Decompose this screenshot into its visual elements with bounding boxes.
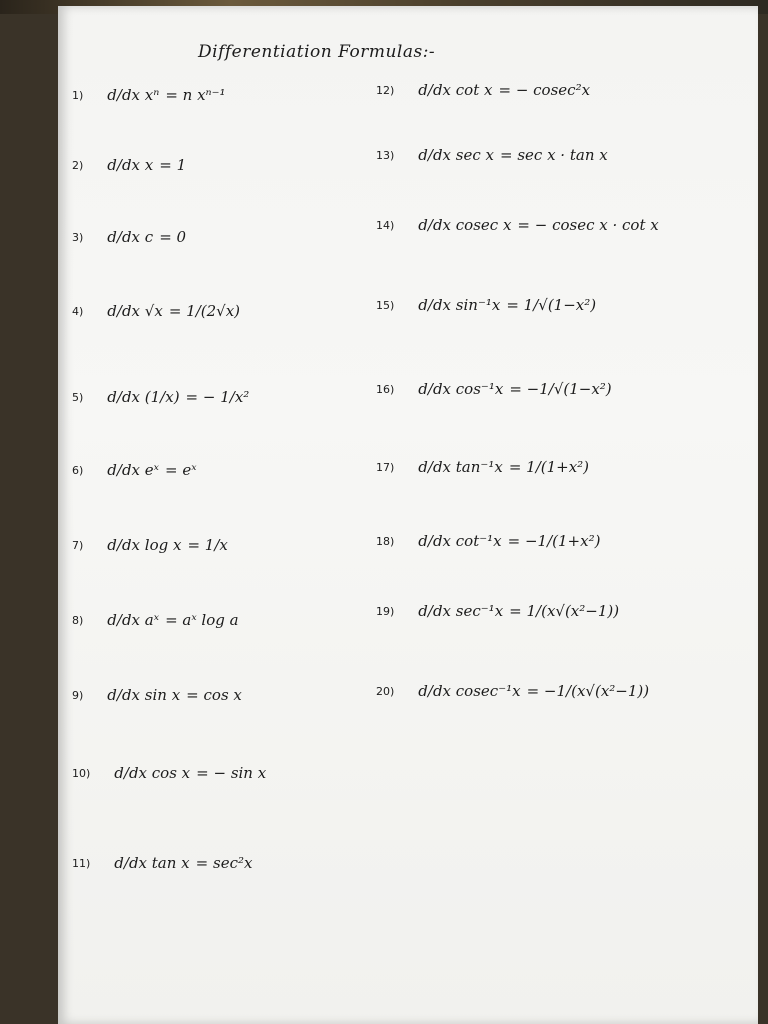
formula-lhs: d/dx xⁿ bbox=[107, 86, 160, 104]
formula-number: 10) bbox=[72, 766, 91, 780]
formula-left-8 bbox=[72, 611, 239, 629]
formula-number: 14) bbox=[376, 218, 395, 232]
formula-rhs: = − cosec x · cot x bbox=[517, 216, 659, 234]
formula-lhs: d/dx x bbox=[107, 156, 154, 174]
formula-rhs: = − cosec²x bbox=[498, 81, 591, 99]
formula-left-4 bbox=[72, 302, 240, 320]
formula-rhs: = − sin x bbox=[196, 764, 267, 782]
formula-lhs: d/dx cos x bbox=[114, 764, 191, 782]
formula-rhs: = 1/√(1−x²) bbox=[506, 296, 597, 314]
formula-rhs: = n xⁿ⁻¹ bbox=[165, 86, 226, 104]
formula-number: 20) bbox=[376, 684, 395, 698]
formula-left-11 bbox=[72, 854, 252, 872]
formula-rhs: = sec²x bbox=[195, 854, 253, 872]
formula-lhs: d/dx cot⁻¹x bbox=[418, 532, 502, 550]
formula-rhs: = 1/(1+x²) bbox=[508, 458, 590, 476]
formula-right-5 bbox=[376, 380, 612, 398]
formula-rhs: = aˣ log a bbox=[165, 611, 239, 629]
formula-right-2 bbox=[376, 146, 608, 164]
formula-lhs: d/dx cosec⁻¹x bbox=[418, 682, 521, 700]
formula-number: 2) bbox=[72, 158, 84, 172]
formula-number: 18) bbox=[376, 534, 395, 548]
formula-rhs: = − 1/x² bbox=[185, 388, 250, 406]
formula-lhs: d/dx cot x bbox=[418, 81, 493, 99]
formula-lhs: d/dx sec x bbox=[418, 146, 494, 164]
formula-left-3 bbox=[72, 228, 186, 246]
formula-number: 12) bbox=[376, 83, 395, 97]
formula-rhs: = sec x · tan x bbox=[500, 146, 608, 164]
formula-lhs: d/dx sin x bbox=[107, 686, 181, 704]
formula-number: 17) bbox=[376, 460, 395, 474]
formula-right-7 bbox=[376, 532, 600, 550]
formula-lhs: d/dx cos⁻¹x bbox=[418, 380, 504, 398]
formula-left-1 bbox=[72, 86, 226, 104]
formula-number: 8) bbox=[72, 613, 84, 627]
formula-rhs: = −1/(1+x²) bbox=[507, 532, 601, 550]
formula-right-4 bbox=[376, 296, 596, 314]
formula-rhs: = 1 bbox=[159, 156, 187, 174]
formula-left-2 bbox=[72, 156, 186, 174]
formula-lhs: d/dx sin⁻¹x bbox=[418, 296, 501, 314]
formula-number: 16) bbox=[376, 382, 395, 396]
formula-rhs: = −1/√(1−x²) bbox=[509, 380, 612, 398]
formula-number: 15) bbox=[376, 298, 395, 312]
formula-right-3 bbox=[376, 216, 659, 234]
formula-rhs: = cos x bbox=[186, 686, 242, 704]
formula-left-9 bbox=[72, 686, 242, 704]
formula-lhs: d/dx √x bbox=[107, 302, 163, 320]
formula-left-5 bbox=[72, 388, 249, 406]
formula-rhs: = eˣ bbox=[164, 461, 197, 479]
formula-rhs: = 0 bbox=[159, 228, 187, 246]
formula-rhs: = 1/(2√x) bbox=[168, 302, 241, 320]
formula-number: 9) bbox=[72, 688, 84, 702]
formula-rhs: = 1/x bbox=[187, 536, 228, 554]
formula-lhs: d/dx eˣ bbox=[107, 461, 159, 479]
formula-lhs: d/dx tan⁻¹x bbox=[418, 458, 503, 476]
formula-left-7 bbox=[72, 536, 228, 554]
formula-right-1 bbox=[376, 81, 590, 99]
formula-number: 11) bbox=[72, 856, 91, 870]
formula-rhs: = 1/(x√(x²−1)) bbox=[509, 602, 620, 620]
formula-number: 19) bbox=[376, 604, 395, 618]
formula-number: 1) bbox=[72, 88, 84, 102]
formula-number: 3) bbox=[72, 230, 84, 244]
formula-right-6 bbox=[376, 458, 589, 476]
formula-lhs: d/dx tan x bbox=[114, 854, 190, 872]
formula-number: 7) bbox=[72, 538, 84, 552]
formula-lhs: d/dx c bbox=[107, 228, 154, 246]
formula-rhs: = −1/(x√(x²−1)) bbox=[526, 682, 650, 700]
formula-lhs: d/dx log x bbox=[107, 536, 182, 554]
notebook-page bbox=[58, 6, 758, 1024]
formula-left-10 bbox=[72, 764, 266, 782]
formula-left-6 bbox=[72, 461, 197, 479]
formula-lhs: d/dx aˣ bbox=[107, 611, 160, 629]
formula-number: 6) bbox=[72, 463, 84, 477]
formula-lhs: d/dx cosec x bbox=[418, 216, 512, 234]
formula-lhs: d/dx sec⁻¹x bbox=[418, 602, 504, 620]
formula-lhs: d/dx (1/x) bbox=[107, 388, 180, 406]
formula-number: 4) bbox=[72, 304, 84, 318]
formula-number: 13) bbox=[376, 148, 395, 162]
formula-right-9 bbox=[376, 682, 649, 700]
page-title: Differentiation Formulas:- bbox=[198, 42, 436, 62]
formula-right-8 bbox=[376, 602, 619, 620]
formula-number: 5) bbox=[72, 390, 84, 404]
